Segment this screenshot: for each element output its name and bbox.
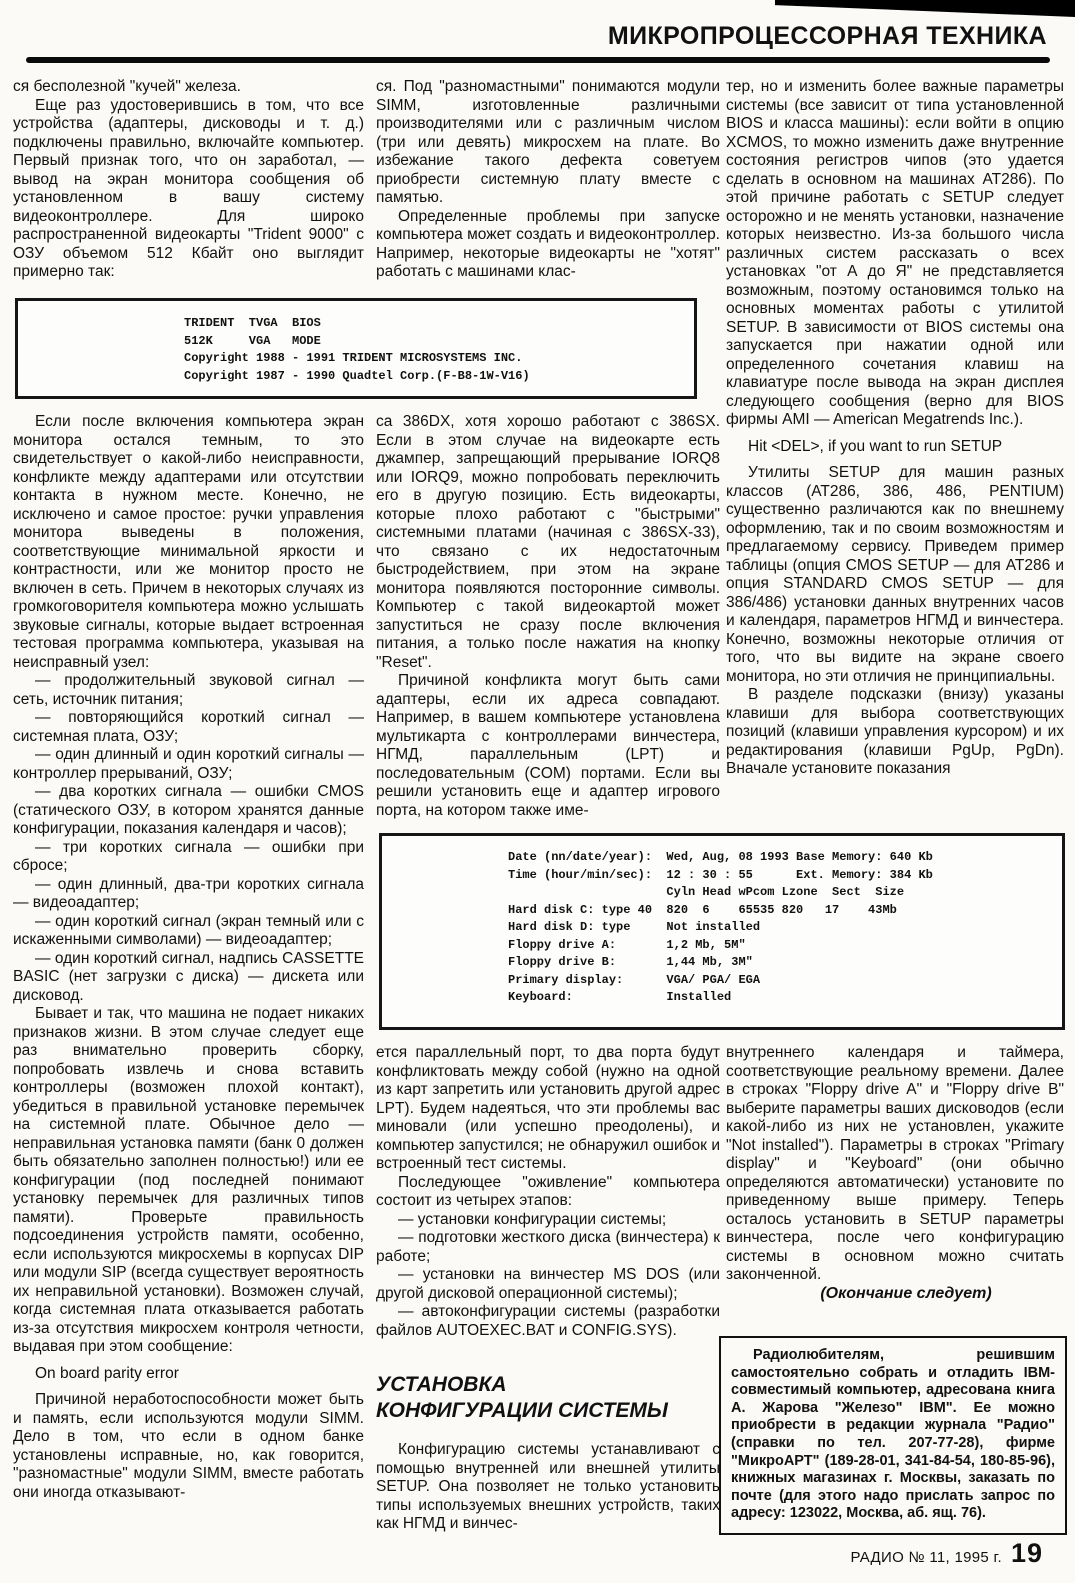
journal-issue-label: РАДИО № 11, 1995 г. [850,1549,1002,1566]
list-item: — два коротких сигнала — ошибки CMOS (статического ОЗУ, в котором хранятся данные конфигурации, показания календаря и часов); [13,783,364,837]
list-item: — один короткий сигнал, надпись CASSETTE BASIC (нет загрузки с диска) — дискета или дисковод. [13,949,364,1004]
list-item: — один длинный, два-три коротких сигнала — видеоадаптер; [13,875,364,911]
cmos-setup-table-box [379,833,1065,1030]
setup-line: Date (nn/date/year): Wed, Aug, 08 1993 Base Memory: 640 Kb [508,850,933,864]
setup-line: Time (hour/min/sec): 12 : 30 : 55 Ext. Memory: 384 Kb [508,867,933,882]
advertisement-text: Радиолюбителям, решившим самостоятельно собрать и отладить IBM-совместимый компьютер, адресована книга А. Жарова "Железо" IBM". Ее можно приобрести в редакции журнала "Радио" (справки по тел. 207-77-28), фирме "МикроАРТ" (189-28-01, 341-84-54, 180-85-96), книжных магазинах г. Москвы, заказать по почте (для этого надо прислать запрос по адресу: 123022, Москва, аб. ящ. 76). [731,1347,1055,1522]
section-title: МИКРОПРОЦЕССОРНАЯ ТЕХНИКА [607,22,1047,50]
paragraph: Если после включения компьютера экран монитора остался темным, то это свидетельствует о какой-либо неисправности, конфликте между адаптерами или отсутствии контакта в нужном месте. Конечно, не исключено и самое простое: ручки управления монитора выведены в положения, соответствующие минимальной яркости и контрастности, или же монитор просто не включен в сеть. Причем в некоторых случаях из громкоговорителя компьютера можно услышать звуковые сигналы, которые выдает встроенная тестовая программа компьютера, указывая на неисправный узел: [13,413,364,671]
paragraph: ся. Под "разномастными" понимаются модули SIMM, изготовленные различными производителями или с различным числом (три или девять) микросхем на плате. Во избежание такого дефекта советуем приобрести системную плату вместе с памятью. [376,78,720,206]
column-1-body [13,413,364,1502]
article-subheading [376,1372,720,1424]
list-item: — три коротких сигнала — ошибки при сбросе; [13,838,364,874]
paragraph: Последующее "оживление" компьютера состоит из четырех этапов: [376,1173,720,1209]
video-bios-message-box [15,298,697,399]
subheading-line: КОНФИГУРАЦИИ СИСТЕМЫ [376,1399,668,1422]
setup-line: Keyboard: Installed [508,990,732,1004]
paragraph: Причиной неработоспособности может быть и память, если используются модули SIMM. Дело в том, что если в одном банке установлены исправные, но, как говорится, "разномастные" модули SIMM, вместе работать они иногда отказывают- [13,1391,364,1501]
column-3-after-box [726,1044,1064,1303]
setup-line: Floppy drive B: 1,44 Mb, 3M" [508,955,753,969]
column-2-bottom [376,1441,720,1534]
to-be-continued-note: (Окончание следует) [820,1284,992,1302]
paragraph: Бывает и так, что машина не подает никаких признаков жизни. В этом случае следует еще раз внимательно проверить сборку, попробовать извлечь и снова вставить контроллеры (возможен плохой контакт), убедиться в правильной установке перемычек на системной плате. Обычное дело — неправильная установка памяти (банк 0 должен быть обязательно заполнен полностью!) или ее конфигурации (под последней понимают установку перемычек для различных типов памяти). Проверьте правильность подсоединения устройств памяти, особенно, если используются микросхемы в корпусах DIP или модули SIP (всегда существует вероятность их неправильной установки). Возможен случай, когда системная плата отказывается работать из-за отсутствия микросхем контроля четности, выдавая при этом сообщение: [13,1005,364,1355]
list-item: — повторяющийся короткий сигнал — системная плата, ОЗУ; [13,709,364,745]
setup-line: Cyln Head wPcom Lzone Sect Size [508,885,905,899]
bios-line: 512K VGA MODE [184,333,321,348]
paragraph: ется параллельный порт, то два порта будут конфликтовать между собой (нужно на одной из карт запретить или установить другой адрес LPT). Будем надеяться, что эти проблемы вас миновали (или успешно преодолены), и компьютер запустился; не обнаружил ошибок и встроенный тест системы. [376,1044,720,1172]
list-item: — автоконфигурации системы (разработки файлов AUTOEXEC.BAT и CONFIG.SYS). [376,1303,720,1339]
list-item: — продолжительный звуковой сигнал — сеть, источник питания; [13,672,364,708]
setup-line: Primary display: VGA/ PGA/ EGA [508,972,761,987]
list-item: — установки на винчестер MS DOS (или другой дисковой операционной системы); [376,1266,720,1302]
setup-prompt-line: Hit <DEL>, if you want to run SETUP [748,437,1003,455]
paragraph: В разделе подсказки (внизу) указаны клавиши для выбора соответствующих позиций (клавиши управления курсором) и их редактирования (клавиши PgUp, PgDn). Вначале установите показания [726,686,1064,777]
paragraph: Конфигурацию системы устанавливают с помощью внутренней или внешней утилиты SETUP. Она позволяет не только установить типы используемых внешних устройств, таких как НГМД и винчес- [376,1441,720,1532]
bios-line: Copyright 1988 - 1991 TRIDENT MICROSYSTEMS INC. [184,351,523,365]
setup-line: Floppy drive A: 1,2 Mb, 5M" [508,937,746,952]
paragraph: Определенные проблемы при запуске компьютера может создать и видеоконтроллер. Например, некоторые видеокарты не "хотят" работать с машинами клас- [376,207,720,280]
list-item: — подготовки жесткого диска (винчестера) к работе; [376,1229,720,1265]
column-2-middle [376,413,720,820]
scan-edge-artifact [775,0,1075,17]
page-number: 19 [1010,1538,1043,1568]
paragraph: тер, но и изменить более важные параметры системы (все зависит от типа установленной BIOS и класса машины): если войти в опцию XCMOS, то можно изменить даже внутренние состояния регистров чипов (это удается сделать в основном на машинах АТ286). По этой причине работать с SETUP следует осторожно и не менять установки, назначение которых неизвестно. Из-за большого числа различных систем рассказать о всех установках "от А до Я" не представляется возможным, поэтому остановимся только на основных моментах работы с утилитой SETUP. В зависимости от BIOS системы она запускается при нажатии одной или определенного сочетания клавиш на клавиатуре после вывода на экран дисплея следующего сообщения (верно для BIOS фирмы AMI — American Megatrends Inc.). [726,78,1064,428]
paragraph: внутреннего календаря и таймера, соответствующие реальному времени. Далее в строках "Floppy drive A" и "Floppy drive B" выберите параметры ваших дисководов (если какой-либо из них не установлен, укажите "Not installed"). Параметры в строках "Primary display" и "Keyboard" (они обычно определяются автоматически) установите по приведенному выше примеру. Теперь осталось установить в SETUP параметры винчестера, после чего конфигурацию системы в основном можно считать законченной. [726,1044,1064,1283]
column-3-top [726,78,1064,779]
setup-line: Hard disk C: type 40 820 6 65535 820 17 43Mb [508,902,897,917]
setup-line: Hard disk D: type Not installed [508,920,761,934]
list-item: — установки конфигурации системы; [398,1210,667,1228]
error-message-line: On board parity error [35,1364,179,1382]
paragraph: Утилиты SETUP для машин разных классов (АТ286, 386, 486, PENTIUM) существенно различаются как по внешнему оформлению, так и по своим возможностям и предлагаемому сервису. Приведем пример таблицы (опция CMOS SETUP — для АТ286 и опция STANDARD CMOS SETUP — для 386/486) установки данных внутренних часов и календаря, параметров НГМД и винчестера. Конечно, возможны некоторые отличия от того, что вы видите на экране своего монитора, но эти отличия не принципиальны. [726,464,1064,685]
paragraph: Причиной конфликта могут быть сами адаптеры, если их адреса совпадают. Например, в вашем компьютере установлена мультикарта с контроллерами винчестера, НГМД, параллельным (LPT) и последовательным (COM) портами. Если вы решили установить еще и адаптер игрового порта, на котором также име- [376,672,720,819]
paragraph: Еще раз удостоверившись в том, что все устройства (адаптеры, дисководы и т. д.) подключены правильно, включайте компьютер. Первый признак того, что он заработал, — вывод на экран монитора сообщения об установленном в вашу систему видеоконтроллере. Для широко распространенной видеокарты "Trident 9000" с ОЗУ объемом 512 Кбайт оно выглядит примерно так: [13,96,364,280]
header-rule [26,57,1050,63]
bios-line: Copyright 1987 - 1990 Quadtel Corp.(F-B8-1W-V16) [184,368,530,383]
paragraph: ся бесполезной "кучей" железа. [13,78,241,95]
paragraph: са 386DX, хотя хорошо работают с 386SX. Если в этом случае на видеокарте есть джампер, запрещающий прерывание IORQ8 или IORQ9, можно попробовать переключить его в другую позицию. Есть видеокарты, которые плохо работают с "быстрыми" системными платами (начиная с 386SX-33), что связано с их недостаточным быстродействием, при этом на экране монитора появляются посторонние символы. Компьютер с такой видеокартой может запуститься не сразу после включения питания, а только после нажатия на кнопку "Reset". [376,413,720,671]
column-2-after-box [376,1044,720,1340]
list-item: — один короткий сигнал (экран темный или с искаженными символами) — видеоадаптер; [13,912,364,948]
column-1-top [13,78,364,282]
column-2-top [376,78,720,282]
book-advertisement-box [719,1336,1067,1535]
subheading-line: УСТАНОВКА [376,1373,507,1396]
bios-line: TRIDENT TVGA BIOS [184,316,321,330]
page-footer [850,1538,1043,1569]
list-item: — один длинный и один короткий сигналы — контроллер прерываний, ОЗУ; [13,746,364,782]
